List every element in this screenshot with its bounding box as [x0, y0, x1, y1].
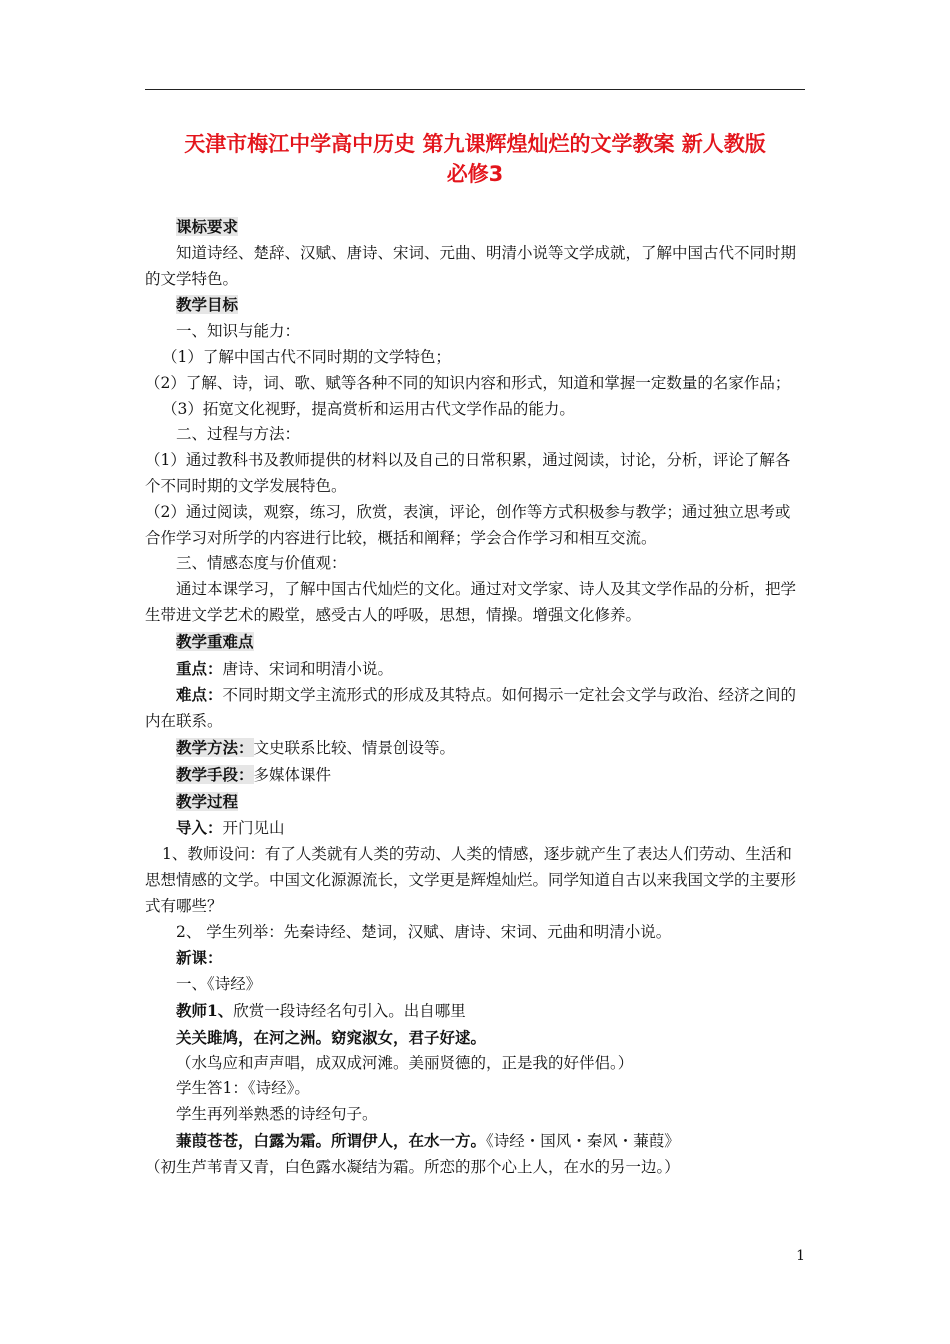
- daoru-item-2: 2、 学生列举：先秦诗经、楚词，汉赋、唐诗、宋词、元曲和明清小说。: [176, 922, 672, 941]
- shouduan-text: 多媒体课件: [253, 765, 332, 784]
- mubiao-3-heading: 三、情感态度与价值观：: [176, 554, 347, 573]
- doc-body: [145, 214, 805, 1180]
- page-number: 1: [796, 1248, 805, 1264]
- section-heading-biaozhun: 课标要求: [176, 217, 239, 236]
- shouduan-label: 教学手段：: [176, 764, 254, 784]
- poem-jianjia: 蒹葭苍苍，白露为霜。所谓伊人，在水一方。: [176, 1130, 487, 1150]
- mubiao-1-item-a: （1）了解中国古代不同时期的文学特色；: [162, 347, 451, 366]
- section-heading-guocheng: 教学过程: [176, 791, 239, 811]
- header-rule: [145, 89, 805, 90]
- doc-title-line-2: 必修3: [446, 162, 504, 186]
- mubiao-2-item-b: （2）通过阅读，观察，练习，欣赏，表演，评论，创作等方式积极参与教学；通过独立思考或合作学习对所学的内容进行比较，概括和阐释；学会合作学习和相互交流。: [145, 502, 791, 547]
- xinke-label: 新课：: [176, 948, 223, 968]
- daoru-text: 开门见山: [222, 819, 285, 838]
- section-heading-mubiao: 教学目标: [176, 295, 239, 315]
- fangfa-text: 文史联系比较、情景创设等。: [253, 738, 456, 757]
- mubiao-2-item-a: （1）通过教科书及教师提供的材料以及自己的日常积累，通过阅读，讨论，分析，评论了解各个不同时期的文学发展特色。: [145, 451, 791, 495]
- poem-guanju-translation: （水鸟应和声声唱，成双成河滩。美丽贤德的，正是我的好伴侣。）: [176, 1053, 634, 1072]
- section-heading-zhongnan: 教学重难点: [176, 631, 254, 651]
- biaozhun-paragraph: 知道诗经、楚辞、汉赋、唐诗、宋词、元曲、明清小说等文学成就，了解中国古代不同时期的文学特色。: [145, 243, 797, 288]
- nandian-text: 不同时期文学主流形式的形成及其特点。如何揭示一定社会文学与政治、经济之间的内在联系。: [145, 686, 797, 731]
- zhongdian-text: 唐诗、宋词和明清小说。: [222, 659, 394, 678]
- mubiao-1-heading: 一、知识与能力：: [176, 322, 301, 341]
- poem-guanju: 关关雎鸠，在河之洲。窈窕淑女，君子好逑。: [176, 1027, 487, 1047]
- mubiao-1-item-b: （2）了解、诗，词、歌、赋等各种不同的知识内容和形式，知道和掌握一定数量的名家作品；: [145, 373, 791, 392]
- jiaoshi-text: 欣赏一段诗经名句引入。出自哪里: [233, 1001, 466, 1020]
- shijing-heading: 一、《诗经》: [176, 975, 262, 994]
- jiaoshi-label: 教师1、: [176, 1000, 234, 1020]
- daoru-label: 导入：: [176, 818, 223, 838]
- xuesheng-answer-1: 学生答1：《诗经》。: [176, 1079, 310, 1098]
- nandian-label: 难点：: [176, 685, 223, 705]
- mubiao-3-paragraph: 通过本课学习，了解中国古代灿烂的文化。通过对文学家、诗人及其文学作品的分析，把学生带进文学艺术的殿堂，感受古人的呼吸，思想，情操。增强文化修养。: [145, 580, 797, 624]
- xuesheng-answer-2: 学生再列举熟悉的诗经句子。: [176, 1105, 378, 1124]
- daoru-item-1: 1、教师设问：有了人类就有人类的劳动、人类的情感，逐步就产生了表达人们劳动、生活和思想情感的文学。中国文化源源流长，文学更是辉煌灿烂。同学知道自古以来我国文学的主要形式有哪些？: [145, 845, 797, 915]
- zhongdian-label: 重点：: [176, 658, 223, 678]
- poem-jianjia-translation: （初生芦苇青又青，白色露水凝结为霜。所恋的那个心上人，在水的另一边。）: [145, 1157, 680, 1176]
- fangfa-label: 教学方法：: [176, 737, 254, 757]
- doc-title-line-1: 天津市梅江中学高中历史 第九课辉煌灿烂的文学教案 新人教版: [184, 132, 766, 156]
- mubiao-2-heading: 二、过程与方法：: [176, 425, 301, 444]
- poem-jianjia-source: 《诗经・国风・秦风・蒹葭》: [486, 1131, 680, 1150]
- mubiao-1-item-c: （3）拓宽文化视野，提高赏析和运用古代文学作品的能力。: [162, 399, 575, 418]
